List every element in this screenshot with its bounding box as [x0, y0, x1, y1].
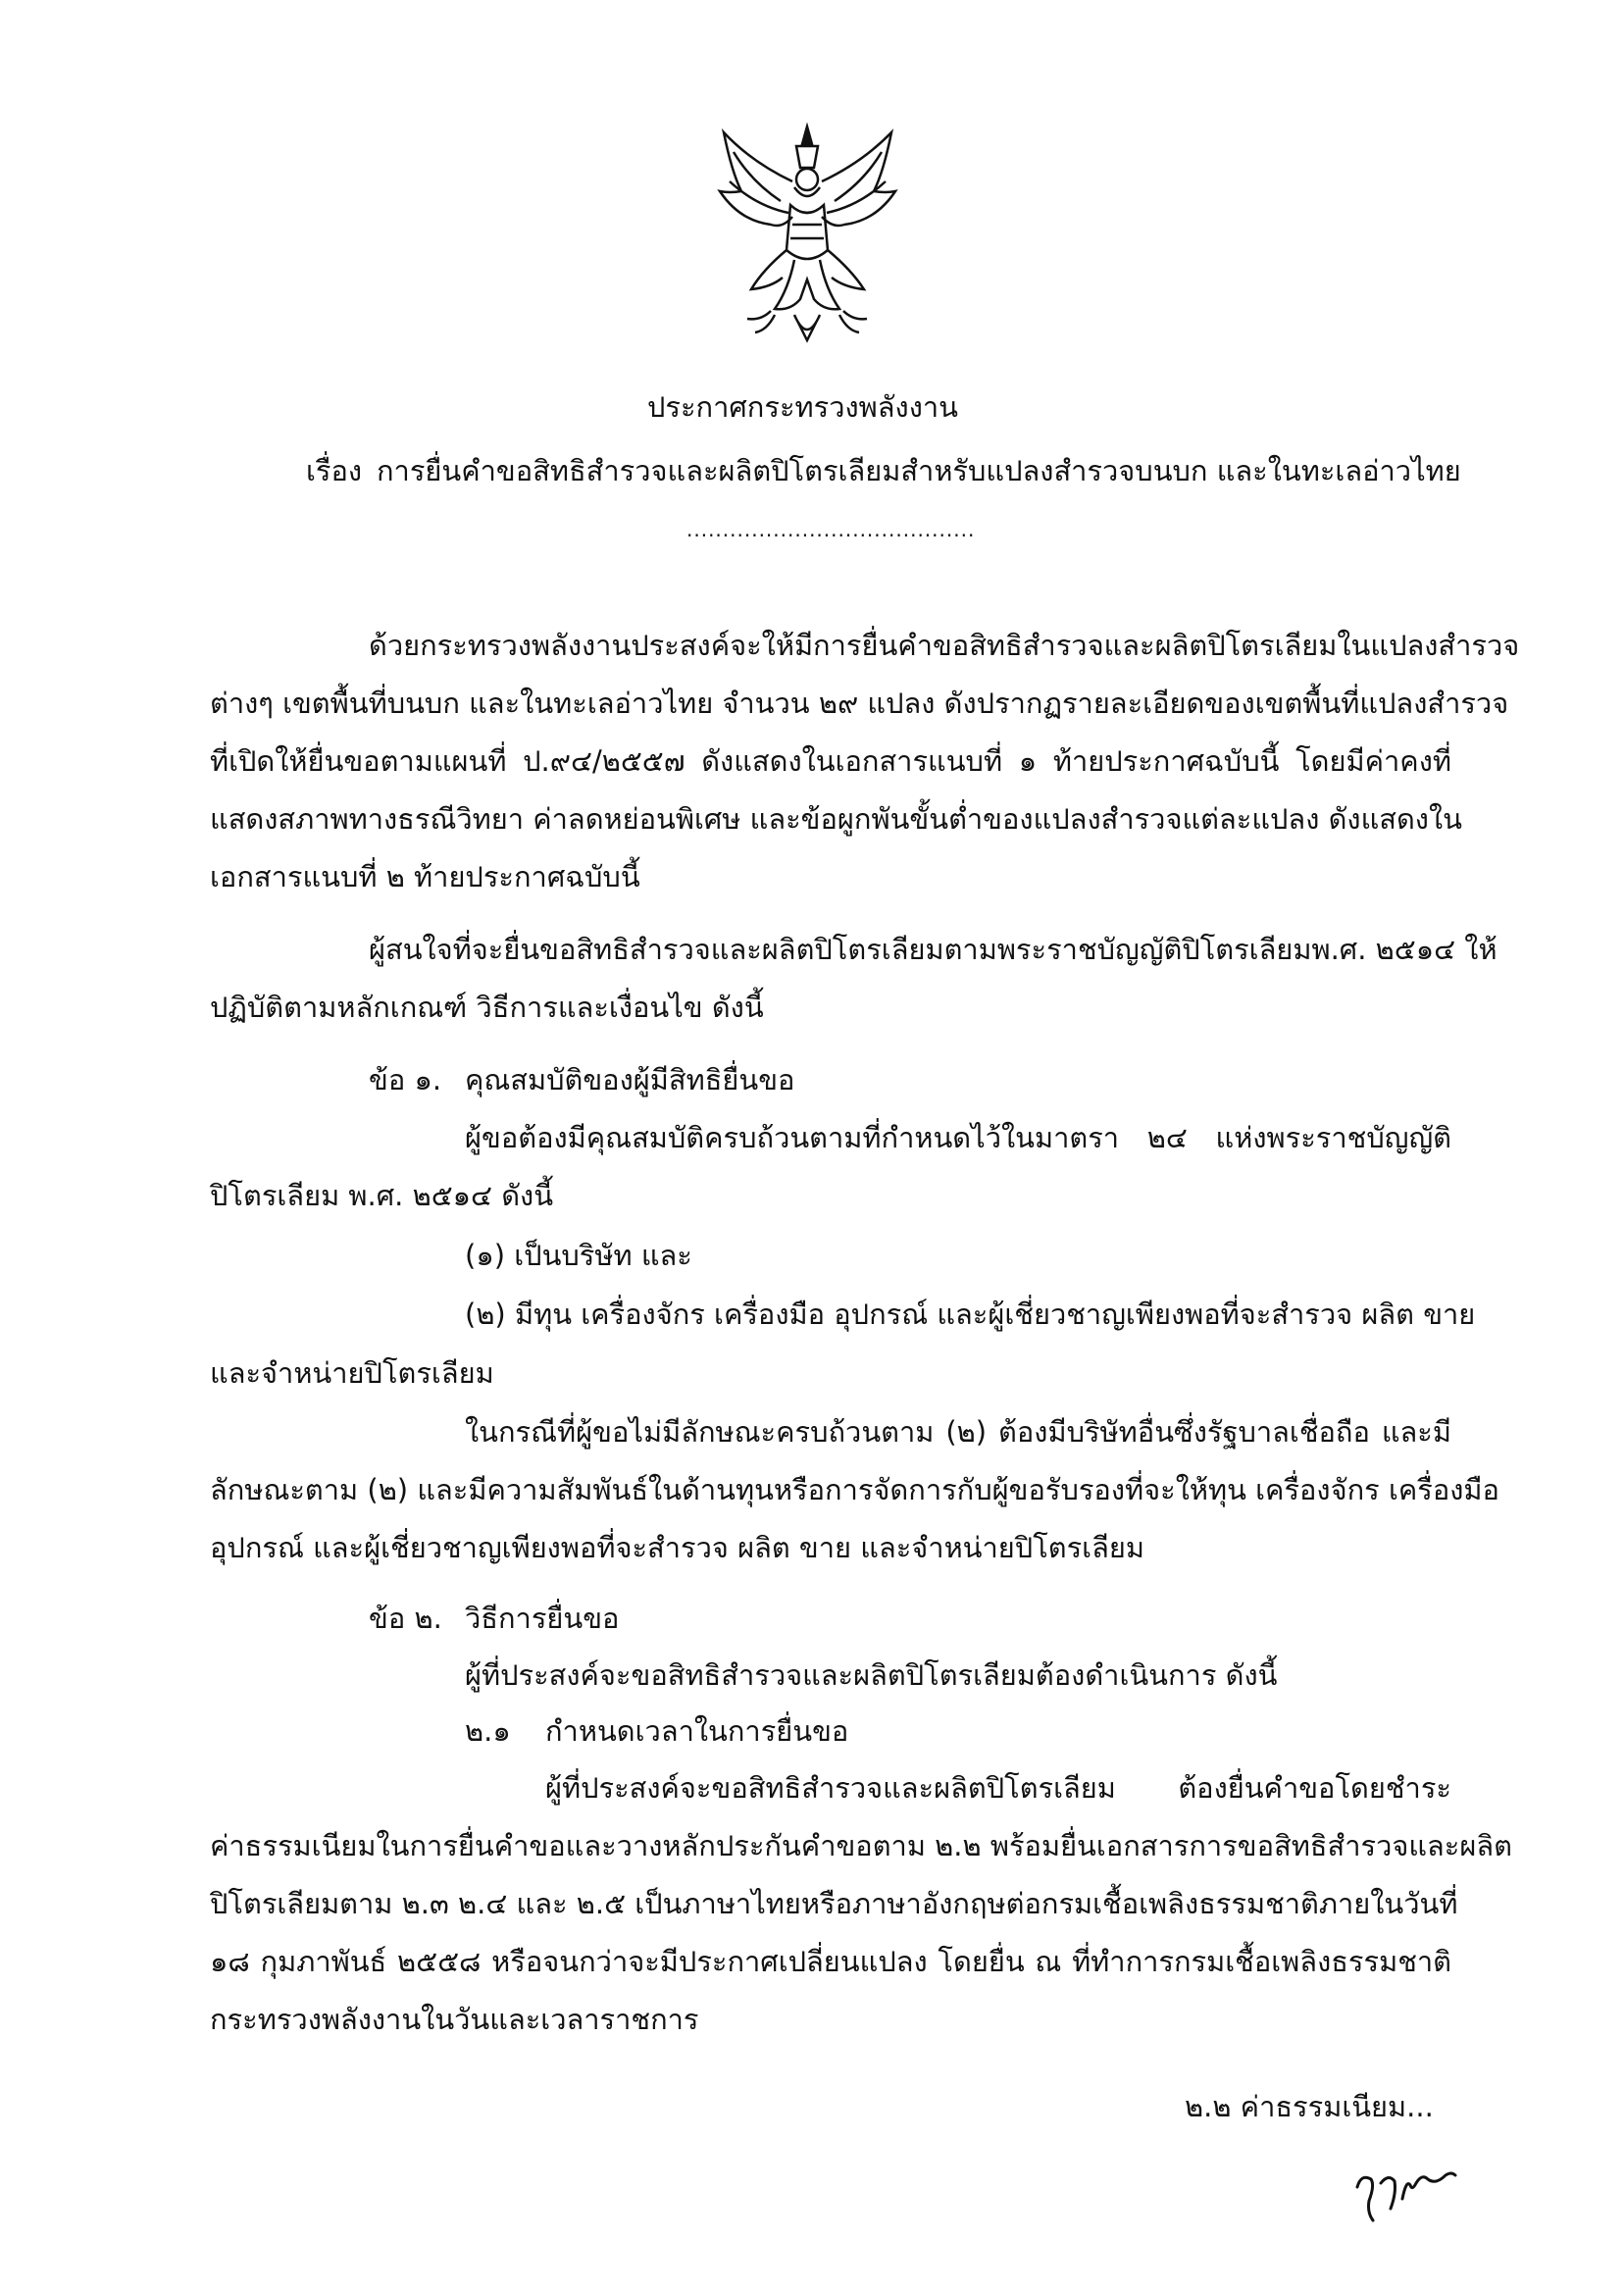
- subject-label: เรื่อง: [306, 454, 363, 487]
- intro-line-2: ต่างๆ เขตพื้นที่บนบก และในทะเลอ่าวไทย จำนวน ๒๙ แปลง ดังปรากฏรายละเอียดของเขตพื้นที่แปลงสำรวจ: [210, 687, 1509, 720]
- para2-line-1: ผู้สนใจที่จะยื่นขอสิทธิสำรวจและผลิตปิโตรเลียมตามพระราชบัญญัติปิโตรเลียมพ.ศ. ๒๕๑๔ ให้: [369, 933, 1497, 966]
- clause1-item-2-line-1: (๒) มีทุน เครื่องจักร เครื่องมือ อุปกรณ์ และผู้เชี่ยวชาญเพียงพอที่จะสำรวจ ผลิต ขาย: [465, 1298, 1476, 1331]
- title-separator: ........................................: [686, 518, 976, 541]
- clause1-title: คุณสมบัติของผู้มีสิทธิยื่นขอ: [465, 1063, 795, 1096]
- clause2-sub-line-4: ๑๘ กุมภาพันธ์ ๒๕๕๘ หรือจนกว่าจะมีประกาศเปลี่ยนแปลง โดยยื่น ณ ที่ทำการกรมเชื้อเพลิงธรรมชาติ: [210, 1945, 1451, 1978]
- clause2-sub-line-2: ค่าธรรมเนียมในการยื่นคำขอและวางหลักประกันคำขอตาม ๒.๒ พร้อมยื่นเอกสารการขอสิทธิสำรวจและผลิต: [210, 1829, 1512, 1862]
- intro-line-1: ด้วยกระทรวงพลังงานประสงค์จะให้มีการยื่นคำขอสิทธิสำรวจและผลิตปิโตรเลียมในแปลงสำรวจ: [369, 629, 1520, 662]
- continuation-text: ๒.๒ ค่าธรรมเนียม...: [1185, 2090, 1434, 2123]
- subject-text: การยื่นคำขอสิทธิสำรวจและผลิตปิโตรเลียมสำหรับแปลงสำรวจบนบก และในทะเลอ่าวไทย: [377, 454, 1461, 487]
- garuda-emblem: [712, 123, 903, 348]
- signature-initials: [1351, 2165, 1459, 2224]
- clause1-line-1: ผู้ขอต้องมีคุณสมบัติครบถ้วนตามที่กำหนดไว้ในมาตรา ๒๔ แห่งพระราชบัญญัติ: [465, 1121, 1451, 1154]
- para2-line-2: ปฏิบัติตามหลักเกณฑ์ วิธีการและเงื่อนไข ดังนี้: [210, 991, 764, 1024]
- clause2-title: วิธีการยื่นขอ: [465, 1602, 620, 1635]
- clause1-number: ข้อ ๑.: [369, 1063, 442, 1096]
- clause1-item-1: (๑) เป็นบริษัท และ: [465, 1239, 692, 1272]
- clause2-sub-line-3: ปิโตรเลียมตาม ๒.๓ ๒.๔ และ ๒.๕ เป็นภาษาไทยหรือภาษาอังกฤษต่อกรมเชื้อเพลิงธรรมชาติภายในวันที่: [210, 1887, 1458, 1920]
- clause1-case-line-1: ในกรณีที่ผู้ขอไม่มีลักษณะครบถ้วนตาม (๒) ต้องมีบริษัทอื่นซึ่งรัฐบาลเชื่อถือ และมี: [465, 1415, 1451, 1449]
- clause1-item-2-line-2: และจำหน่ายปิโตรเลียม: [210, 1356, 494, 1390]
- clause2-sub-line-5: กระทรวงพลังงานในวันและเวลาราชการ: [210, 2003, 699, 2036]
- clause1-case-line-2: ลักษณะตาม (๒) และมีความสัมพันธ์ในด้านทุนหรือการจัดการกับผู้ขอรับรองที่จะให้ทุน เครื่องจักร เครื่องมือ: [210, 1473, 1499, 1506]
- announcement-title: ประกาศกระทรวงพลังงาน: [647, 390, 958, 424]
- intro-line-3: ที่เปิดให้ยื่นขอตามแผนที่ ป.๙๔/๒๕๕๗ ดังแสดงในเอกสารแนบที่ ๑ ท้ายประกาศฉบับนี้ โดยมีค่าคงที่: [210, 744, 1451, 778]
- clause2-sub-title: กำหนดเวลาในการยื่นขอ: [545, 1714, 849, 1748]
- clause1-case-line-3: อุปกรณ์ และผู้เชี่ยวชาญเพียงพอที่จะสำรวจ ผลิต ขาย และจำหน่ายปิโตรเลียม: [210, 1531, 1144, 1564]
- clause1-line-2: ปิโตรเลียม พ.ศ. ๒๕๑๔ ดังนี้: [210, 1179, 554, 1212]
- clause2-sub-number: ๒.๑: [465, 1714, 511, 1748]
- intro-line-4: แสดงสภาพทางธรณีวิทยา ค่าลดหย่อนพิเศษ และข้อผูกพันขั้นต่ำของแปลงสำรวจแต่ละแปลง ดังแสดงใน: [210, 802, 1462, 836]
- clause2-intro: ผู้ที่ประสงค์จะขอสิทธิสำรวจและผลิตปิโตรเลียมต้องดำเนินการ ดังนี้: [465, 1658, 1278, 1692]
- clause2-number: ข้อ ๒.: [369, 1602, 442, 1635]
- intro-line-5: เอกสารแนบที่ ๒ ท้ายประกาศฉบับนี้: [210, 860, 640, 893]
- clause2-sub-line-1: ผู้ที่ประสงค์จะขอสิทธิสำรวจและผลิตปิโตรเลียม ต้องยื่นคำขอโดยชำระ: [545, 1771, 1451, 1805]
